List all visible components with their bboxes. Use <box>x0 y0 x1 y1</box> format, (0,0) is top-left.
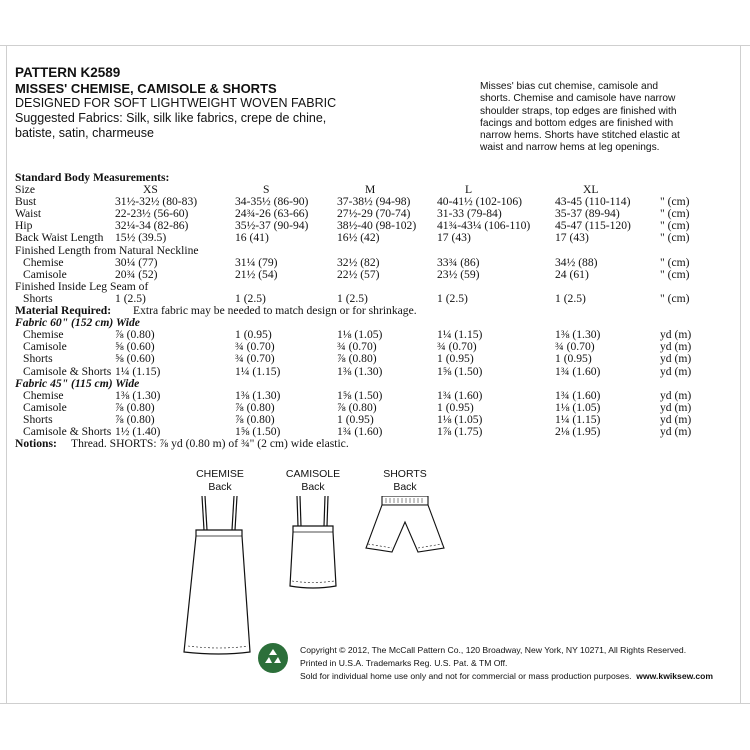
row-value: 1 (0.95) <box>437 400 474 414</box>
material-heading: Material Required: <box>15 304 112 318</box>
row-value: 40-41½ (102-106) <box>437 195 523 209</box>
row-value: 1½ (1.40) <box>115 424 161 438</box>
size-column-header: S <box>263 183 270 197</box>
row-value: 35-37 (89-94) <box>555 207 620 221</box>
row-value: ¾ (0.70) <box>437 340 477 354</box>
shorts-drawing <box>360 496 450 576</box>
measurements-heading-text: Standard Body Measurements: <box>15 171 170 184</box>
row-value: 1 (0.95) <box>337 412 374 426</box>
pattern-description <box>480 81 720 155</box>
row-label: Camisole <box>23 340 67 354</box>
chemise-view-label: Back <box>208 481 232 493</box>
row-value: ¾ (0.70) <box>337 340 377 354</box>
pattern-header <box>15 64 455 141</box>
shorts-view-label: Back <box>393 481 417 493</box>
pattern-title: MISSES' CHEMISE, CAMISOLE & SHORTS <box>15 81 277 96</box>
row-value: 22-23½ (56-60) <box>115 207 189 221</box>
row-value: 20¾ (52) <box>115 267 158 281</box>
row-value: 1 (2.5) <box>337 291 368 305</box>
left-border-rule <box>6 45 7 703</box>
row-unit: " (cm) <box>660 255 690 269</box>
row-unit: yd (m) <box>660 388 692 402</box>
row-value: 1 (2.5) <box>555 291 586 305</box>
shorts-illustration <box>360 466 450 576</box>
row-unit: " (cm) <box>660 291 690 305</box>
row-unit: yd (m) <box>660 340 692 354</box>
row-value: ⅝ (0.60) <box>115 352 155 366</box>
row-value: 1⅜ (1.30) <box>115 388 161 402</box>
row-value: ⅞ (0.80) <box>115 400 155 414</box>
suggested-fabrics-line-1: Suggested Fabrics: Silk, silk like fabrics, crepe de chine, <box>15 111 327 125</box>
camisole-drawing <box>278 496 348 596</box>
row-value: ⅞ (0.80) <box>115 328 155 342</box>
row-value: ¾ (0.70) <box>235 340 275 354</box>
pattern-number: PATTERN K2589 <box>15 65 121 80</box>
row-label: Chemise <box>23 328 64 342</box>
recycle-icon <box>258 643 288 673</box>
shorts-label: SHORTS <box>383 468 427 480</box>
row-value: 32¼-34 (82-86) <box>115 219 189 233</box>
row-value: 37-38½ (94-98) <box>337 195 411 209</box>
row-value: 34½ (88) <box>555 255 598 269</box>
sold-text: Sold for individual home use only and not for commercial or mass production purposes. <box>300 671 632 681</box>
row-value: 1¾ (1.60) <box>437 388 483 402</box>
row-value: 41¾-43¼ (106-110) <box>437 219 531 233</box>
row-value: 31½-32½ (80-83) <box>115 195 198 209</box>
row-value: 2⅛ (1.95) <box>555 424 601 438</box>
row-unit: " (cm) <box>660 207 690 221</box>
row-value: 32½ (82) <box>337 255 380 269</box>
row-value: 1¼ (1.15) <box>235 364 281 378</box>
row-value: 23½ (59) <box>437 267 480 281</box>
size-column-header: M <box>365 183 376 197</box>
row-value: 1¼ (1.15) <box>437 328 483 342</box>
copyright-line: Copyright © 2012, The McCall Pattern Co., 120 Broadway, New York, NY 10271, All Rights Reserved. <box>300 645 687 655</box>
row-label: Chemise <box>23 255 64 269</box>
top-border-rule <box>0 45 750 46</box>
row-label: Shorts <box>23 352 53 366</box>
chemise-drawing <box>180 496 260 656</box>
row-value: 1⅝ (1.50) <box>235 424 281 438</box>
row-value: ⅞ (0.80) <box>235 412 275 426</box>
description-line: Misses' bias cut chemise, camisole and <box>480 81 659 92</box>
row-value: 1¾ (1.60) <box>337 424 383 438</box>
row-value: 1¾ (1.60) <box>555 388 601 402</box>
row-value: 27½-29 (70-74) <box>337 207 411 221</box>
row-label: Camisole & Shorts <box>23 364 112 378</box>
camisole-illustration <box>278 466 348 596</box>
row-value: 31-33 (79-84) <box>437 207 502 221</box>
row-unit: " (cm) <box>660 267 690 281</box>
chemise-illustration <box>180 466 260 656</box>
row-value: ¾ (0.70) <box>235 352 275 366</box>
row-value: 24 (61) <box>555 267 589 281</box>
row-value: 17 (43) <box>555 231 589 245</box>
material-note: Extra fabric may be needed to match design or for shrinkage. <box>133 304 417 318</box>
row-value: ⅝ (0.60) <box>115 340 155 354</box>
row-value: 1⅝ (1.50) <box>437 364 483 378</box>
row-label: Bust <box>15 195 37 209</box>
row-value: ⅞ (0.80) <box>337 400 377 414</box>
row-unit: yd (m) <box>660 412 692 426</box>
size-label: Size <box>15 183 35 197</box>
row-value: 1 (2.5) <box>437 291 468 305</box>
notions-text: Thread. SHORTS: ⅞ yd (0.80 m) of ¾" (2 cm) wide elastic. <box>71 437 349 451</box>
row-value: 1 (0.95) <box>555 352 592 366</box>
row-label: Shorts <box>23 412 53 426</box>
row-value: 45-47 (115-120) <box>555 219 631 233</box>
notions-heading: Notions: <box>15 437 57 451</box>
row-label: Back Waist Length <box>15 231 104 245</box>
row-value: 1⅜ (1.30) <box>337 364 383 378</box>
row-value: 1⅛ (1.05) <box>437 412 483 426</box>
row-unit: yd (m) <box>660 364 692 378</box>
row-label: Hip <box>15 219 33 233</box>
row-label: Waist <box>15 207 42 221</box>
row-label: Camisole <box>23 400 67 414</box>
row-label: Camisole <box>23 267 67 281</box>
row-label: Chemise <box>23 388 64 402</box>
row-value: 1¾ (1.60) <box>555 364 601 378</box>
size-column-header: XS <box>143 183 158 197</box>
row-value: 1⅛ (1.05) <box>555 400 601 414</box>
row-value: 17 (43) <box>437 231 471 245</box>
row-value: 1⅛ (1.05) <box>337 328 383 342</box>
row-value: 30¼ (77) <box>115 255 158 269</box>
chemise-label: CHEMISE <box>196 468 244 480</box>
printed-line: Printed in U.S.A. Trademarks Reg. U.S. Pat. & TM Off. <box>300 658 508 668</box>
row-value: 34-35½ (86-90) <box>235 195 309 209</box>
row-value: 31¼ (79) <box>235 255 278 269</box>
description-line: narrow hems. Shorts have stitched elastic at <box>480 130 680 142</box>
description-line: facings and bottom edges are finished with <box>480 117 674 129</box>
size-column-header: L <box>465 183 473 197</box>
size-column-header: XL <box>583 183 599 197</box>
inside-leg-heading-text: Finished Inside Leg Seam of <box>15 279 149 293</box>
row-value: 1⅜ (1.30) <box>555 328 601 342</box>
description-line: waist and narrow hems at leg openings. <box>480 142 660 154</box>
row-value: 1 (2.5) <box>115 291 146 305</box>
row-value: ⅞ (0.80) <box>337 352 377 366</box>
row-value: 24¾-26 (63-66) <box>235 207 309 221</box>
row-unit: " (cm) <box>660 231 690 245</box>
row-value: ⅞ (0.80) <box>115 412 155 426</box>
row-unit: " (cm) <box>660 219 690 233</box>
row-value: 43-45 (110-114) <box>555 195 631 209</box>
pattern-subtitle: DESIGNED FOR SOFT LIGHTWEIGHT WOVEN FABRIC <box>15 96 337 110</box>
row-label: Shorts <box>23 291 53 305</box>
bottom-border-rule <box>0 703 750 704</box>
row-unit: yd (m) <box>660 400 692 414</box>
suggested-fabrics-line-2: batiste, satin, charmeuse <box>15 126 154 140</box>
row-value: 1⅝ (1.50) <box>337 388 383 402</box>
right-border-rule <box>740 45 741 703</box>
row-value: 1⅜ (1.30) <box>235 388 281 402</box>
row-value: 21½ (54) <box>235 267 278 281</box>
row-value: 15½ (39.5) <box>115 231 167 245</box>
row-value: 38½-40 (98-102) <box>337 219 417 233</box>
row-unit: yd (m) <box>660 352 692 366</box>
description-line: shorts. Chemise and camisole have narrow <box>480 93 676 105</box>
row-value: ⅞ (0.80) <box>235 400 275 414</box>
row-label: Camisole & Shorts <box>23 424 112 438</box>
row-unit: " (cm) <box>660 195 690 209</box>
camisole-view-label: Back <box>301 481 325 493</box>
row-value: ¾ (0.70) <box>555 340 595 354</box>
copyright-footer <box>300 644 713 683</box>
row-value: 1¼ (1.15) <box>115 364 161 378</box>
website-link[interactable]: www.kwiksew.com <box>636 671 714 681</box>
row-value: 1 (2.5) <box>235 291 266 305</box>
row-value: 22½ (57) <box>337 267 380 281</box>
row-value: 1⅞ (1.75) <box>437 424 483 438</box>
row-value: 35½-37 (90-94) <box>235 219 309 233</box>
row-unit: yd (m) <box>660 424 692 438</box>
row-unit: yd (m) <box>660 328 692 342</box>
row-value: 16½ (42) <box>337 231 380 245</box>
description-line: shoulder straps, top edges are finished with <box>480 105 677 117</box>
fabric-45-heading-text: Fabric 45" (115 cm) Wide <box>15 376 140 390</box>
row-value: 33¾ (86) <box>437 255 480 269</box>
row-value: 1¼ (1.15) <box>555 412 601 426</box>
sold-line <box>300 670 713 683</box>
camisole-label: CAMISOLE <box>285 468 341 480</box>
row-value: 1 (0.95) <box>437 352 474 366</box>
row-value: 1 (0.95) <box>235 328 272 342</box>
fabric-60-heading-text: Fabric 60" (152 cm) Wide <box>15 316 140 330</box>
finished-length-heading-text: Finished Length from Natural Neckline <box>15 243 199 257</box>
row-value: 16 (41) <box>235 231 269 245</box>
